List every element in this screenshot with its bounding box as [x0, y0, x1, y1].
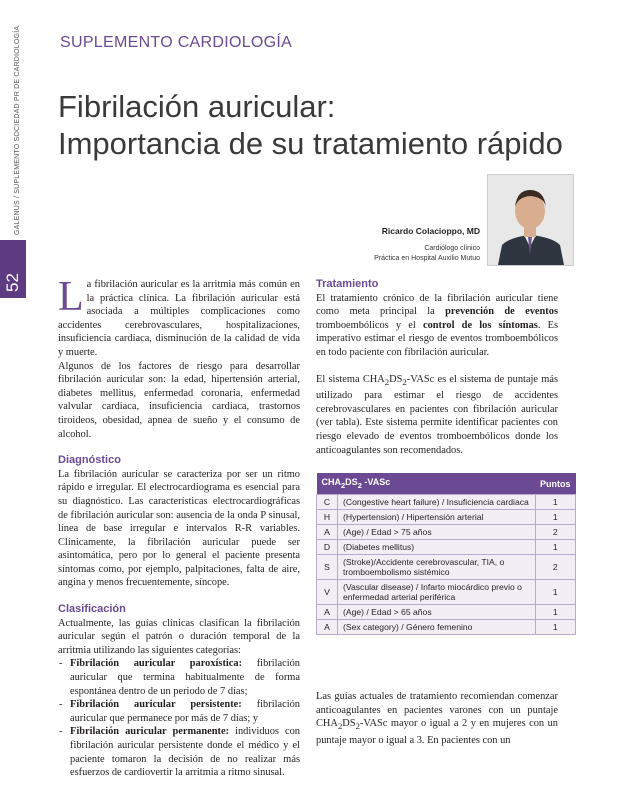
drop-cap: L — [58, 274, 84, 320]
table-row: A (Age) / Edad > 75 años 2 — [317, 525, 576, 540]
title-line-2: Importancia de su tratamiento rápido — [58, 126, 563, 161]
table-row: D (Diabetes mellitus) 1 — [317, 540, 576, 555]
table-row: V (Vascular disease) / Infarto miocárdico previo o enfermedad arterial periférica 1 — [317, 580, 576, 605]
author-name: Ricardo Colacioppo, MD — [381, 226, 480, 236]
intro-paragraph: La fibrilación auricular es la arritmia más común en la práctica clínica. La fibrilación auricular está asociada a múltiples complicaciones como accidentes cerebrovasculares, hospitalizaciones, insuficiencia cardiaca, disminución de la calidad de vida y muerte. — [58, 274, 300, 358]
right-column — [316, 278, 558, 457]
table-row: A (Sex category) / Género femenino 1 — [317, 620, 576, 635]
title-line-1: Fibrilación auricular: — [58, 89, 336, 124]
table-row: H (Hypertension) / Hipertensión arterial 1 — [317, 510, 576, 525]
guidelines-paragraph: Las guías actuales de tratamiento recomiendan comenzar anticoagulantes en pacientes varones con un puntaje $CHA_2DS_2$-VASc mayor o igual a 2 y en mujeres con un puntaje mayor o igual a 3. En pacientes con un — [316, 691, 558, 746]
scoring-system-text: El sistema $CHA_2DS_2$-VASc es el sistema de puntaje más utilizado para estimar el riesgo de accidentes cerebrovasculares en pacientes con fibrilación auricular (ver tabla). Este sistema permite identificar pacientes con riesgo elevado de eventos tromboembólicos donde los anticoagulantes son recomendados. — [316, 373, 558, 456]
tratamiento-heading: Tratamiento — [316, 278, 379, 290]
points-header: Puntos — [535, 473, 576, 495]
clasificacion-text: Actualmente, las guías clínicas clasifican la fibrilación auricular según el patrón o duración temporal de la arritmia utilizando las siguientes categorías: — [58, 617, 300, 656]
list-item: - Fibrilación auricular permanente: individuos con fibrilación auricular persistente donde el médico y el paciente tomaron la decisión de no realizar más esfuerzos de cardiovertir la arritmia a ritmo sinusal. — [58, 725, 300, 779]
risk-factors-paragraph: Algunos de los factores de riesgo para desarrollar fibrilación auricular son: la edad, hipertensión arterial, diabetes mellitus, enfermedad coronaria, enfermedad valvular cardiaca, insuficiencia cardiaca, trastornos tiroideos, obesidad, apnea de sueño y el consumo de alcohol. — [58, 360, 300, 440]
diagnostico-heading: Diagnóstico — [58, 454, 121, 467]
page-number: 52 — [3, 273, 22, 292]
author-role: Cardiólogo clínico — [424, 245, 480, 252]
tratamiento-text: El tratamiento crónico de la fibrilación auricular tiene como meta principal la prevención de eventos tromboembólicos y el control de los síntomas. Es imperativo estimar el riesgo de eventos tromboembólicos en todo paciente con fibrilación auricular. — [316, 292, 558, 358]
author-photo — [487, 174, 574, 266]
clasificacion-heading: Clasificación — [58, 603, 126, 616]
author-portrait-icon — [488, 175, 573, 265]
author-affiliation: Práctica en Hospital Auxilio Mutuo — [374, 255, 480, 262]
table-row: A (Age) / Edad > 65 años 1 — [317, 605, 576, 620]
table-title: $CHA_2DS_2$ -VASc — [317, 473, 536, 495]
supplement-label: SUPLEMENTO CARDIOLOGÍA — [60, 34, 293, 51]
page-number-tab — [0, 240, 26, 298]
diagnostico-text: La fibrilación auricular se caracteriza por ser un ritmo rápido e irregular. El electrocardiograma es esencial para su diagnóstico. Las características electrocardiográficas de fibrilación auricular son: ausencia de la onda P sinusal, línea de base irregular e intervalos R-R variables. Clínicamente, la fibrilación auricular puede ser asintomática, pero por lo general el paciente presenta síntomas como, por ejemplo, palpitaciones, falta de aire, angina y menos frecuentemente, síncope. — [58, 468, 300, 589]
article-title — [58, 88, 563, 162]
table-row: C (Congestive heart failure) / Insuficiencia cardiaca 1 — [317, 495, 576, 510]
cha2ds2-vasc-table — [316, 473, 576, 635]
list-item: - Fibrilación auricular persistente: fibrilación auricular que permanece por más de 7 días; y — [58, 698, 300, 725]
table-row: S (Stroke)/Accidente cerebrovascular, TIA, o tromboembolismo sistémico 2 — [317, 555, 576, 580]
table-header-row — [317, 473, 576, 495]
left-column — [58, 274, 300, 780]
list-item: - Fibrilación auricular paroxística: fibrilación auricular que termina habitualmente de forma espontánea dentro de un periodo de 7 días; — [58, 657, 300, 698]
journal-vertical-label: GALENUS / SUPLEMENTO SOCIEDAD PR DE CARDIOLOGÍA — [14, 25, 21, 235]
author-credentials — [374, 244, 480, 264]
classification-list — [58, 657, 300, 779]
